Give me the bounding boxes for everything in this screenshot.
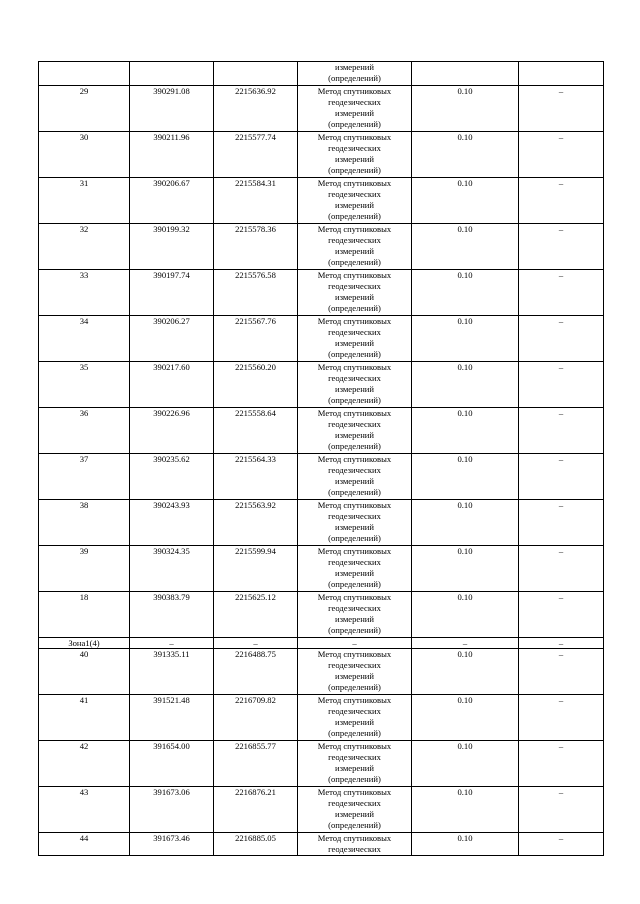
accuracy-cell: – bbox=[412, 637, 519, 648]
method-cell: – bbox=[298, 637, 412, 648]
point-number-cell: 33 bbox=[39, 269, 130, 315]
y-coordinate-cell: 2215625.12 bbox=[214, 591, 298, 637]
y-coordinate-cell: 2215567.76 bbox=[214, 315, 298, 361]
method-line: геодезических bbox=[328, 326, 381, 337]
x-coordinate-cell: – bbox=[130, 637, 214, 648]
y-coordinate-cell: 2216709.82 bbox=[214, 694, 298, 740]
table-row bbox=[39, 315, 604, 361]
table-row bbox=[39, 453, 604, 499]
note-cell: – bbox=[519, 361, 604, 407]
y-coordinate-cell: 2216488.75 bbox=[214, 648, 298, 694]
method-line: геодезических bbox=[328, 280, 381, 291]
method-line: Метод спутниковых bbox=[317, 694, 392, 705]
method-cell bbox=[298, 223, 412, 269]
y-coordinate-cell: 2216876.21 bbox=[214, 786, 298, 832]
method-cell bbox=[298, 131, 412, 177]
method-line: (определений) bbox=[328, 73, 381, 84]
method-line: геодезических bbox=[328, 418, 381, 429]
y-coordinate-cell: 2215599.94 bbox=[214, 545, 298, 591]
y-coordinate-cell: 2216855.77 bbox=[214, 740, 298, 786]
table-row bbox=[39, 85, 604, 131]
y-coordinate-cell: 2215576.58 bbox=[214, 269, 298, 315]
note-cell: – bbox=[519, 499, 604, 545]
method-line: измерений bbox=[334, 614, 375, 624]
x-coordinate-cell: 390217.60 bbox=[130, 361, 214, 407]
table-row bbox=[39, 832, 604, 856]
method-line: (определений) bbox=[328, 728, 381, 739]
point-number-cell: 37 bbox=[39, 453, 130, 499]
point-number-cell: 18 bbox=[39, 591, 130, 637]
x-coordinate-cell: 391673.46 bbox=[130, 832, 214, 856]
method-cell bbox=[298, 648, 412, 694]
method-line: Метод спутниковых bbox=[317, 177, 392, 188]
table-row-continuation bbox=[39, 62, 604, 86]
accuracy-cell: 0.10 bbox=[412, 648, 519, 694]
y-coordinate-cell: 2215563.92 bbox=[214, 499, 298, 545]
note-cell: – bbox=[519, 269, 604, 315]
method-line: Метод спутниковых bbox=[317, 740, 392, 751]
method-line: Метод спутниковых bbox=[317, 832, 392, 843]
method-line: Метод спутниковых bbox=[317, 361, 392, 372]
zone-label-cell: Зона1(4) bbox=[39, 637, 130, 648]
method-line: (определений) bbox=[328, 820, 381, 831]
y-coordinate-cell: 2215564.33 bbox=[214, 453, 298, 499]
point-number-cell: 42 bbox=[39, 740, 130, 786]
table-row bbox=[39, 361, 604, 407]
method-line: (определений) bbox=[328, 303, 381, 314]
method-line: (определений) bbox=[328, 774, 381, 785]
accuracy-cell: 0.10 bbox=[412, 223, 519, 269]
accuracy-cell: 0.10 bbox=[412, 85, 519, 131]
note-cell: – bbox=[519, 832, 604, 856]
accuracy-cell: 0.10 bbox=[412, 177, 519, 223]
accuracy-cell bbox=[412, 62, 519, 86]
method-line: Метод спутниковых bbox=[317, 85, 392, 96]
method-line: геодезических bbox=[328, 142, 381, 153]
point-number-cell: 39 bbox=[39, 545, 130, 591]
x-coordinate-cell: 390206.67 bbox=[130, 177, 214, 223]
point-number-cell: 43 bbox=[39, 786, 130, 832]
method-line: измерений bbox=[334, 200, 375, 210]
method-cell bbox=[298, 85, 412, 131]
document-page bbox=[38, 61, 603, 856]
y-coordinate-cell: 2215558.64 bbox=[214, 407, 298, 453]
method-cell bbox=[298, 499, 412, 545]
x-coordinate-cell: 391673.06 bbox=[130, 786, 214, 832]
x-coordinate-cell: 390211.96 bbox=[130, 131, 214, 177]
method-line: геодезических bbox=[328, 705, 381, 716]
note-cell: – bbox=[519, 591, 604, 637]
coordinates-table bbox=[38, 61, 604, 856]
method-line: геодезических bbox=[328, 188, 381, 199]
method-line: (определений) bbox=[328, 533, 381, 544]
method-line: геодезических bbox=[328, 659, 381, 670]
zone-row bbox=[39, 637, 604, 648]
y-coordinate-cell: 2215584.31 bbox=[214, 177, 298, 223]
accuracy-cell: 0.10 bbox=[412, 545, 519, 591]
note-cell: – bbox=[519, 637, 604, 648]
method-line: измерений bbox=[334, 476, 375, 486]
method-line: измерений bbox=[334, 292, 375, 302]
note-cell: – bbox=[519, 694, 604, 740]
accuracy-cell: 0.10 bbox=[412, 315, 519, 361]
method-line: (определений) bbox=[328, 625, 381, 636]
method-line: геодезических bbox=[328, 510, 381, 521]
point-number-cell: 38 bbox=[39, 499, 130, 545]
method-cell bbox=[298, 786, 412, 832]
method-line: измерений bbox=[334, 763, 375, 773]
method-line: (определений) bbox=[328, 119, 381, 130]
method-line: измерений bbox=[334, 430, 375, 440]
method-cell bbox=[298, 407, 412, 453]
point-number-cell: 35 bbox=[39, 361, 130, 407]
y-coordinate-cell: – bbox=[214, 637, 298, 648]
method-line: геодезических bbox=[328, 751, 381, 762]
accuracy-cell: 0.10 bbox=[412, 591, 519, 637]
method-cell bbox=[298, 694, 412, 740]
note-cell: – bbox=[519, 545, 604, 591]
point-number-cell: 41 bbox=[39, 694, 130, 740]
x-coordinate-cell: 390383.79 bbox=[130, 591, 214, 637]
table-row bbox=[39, 786, 604, 832]
note-cell: – bbox=[519, 740, 604, 786]
table-row bbox=[39, 499, 604, 545]
x-coordinate-cell: 390197.74 bbox=[130, 269, 214, 315]
method-cell bbox=[298, 545, 412, 591]
x-coordinate-cell: 390226.96 bbox=[130, 407, 214, 453]
x-coordinate-cell: 390291.08 bbox=[130, 85, 214, 131]
note-cell bbox=[519, 62, 604, 86]
point-number-cell: 40 bbox=[39, 648, 130, 694]
method-line: (определений) bbox=[328, 349, 381, 360]
method-line: (определений) bbox=[328, 165, 381, 176]
method-line: измерений bbox=[334, 717, 375, 727]
method-cell bbox=[298, 361, 412, 407]
method-line: Метод спутниковых bbox=[317, 591, 392, 602]
accuracy-cell: 0.10 bbox=[412, 499, 519, 545]
x-coordinate-cell: 391521.48 bbox=[130, 694, 214, 740]
note-cell: – bbox=[519, 648, 604, 694]
method-cell bbox=[298, 453, 412, 499]
method-line: (определений) bbox=[328, 211, 381, 222]
y-coordinate-cell: 2215578.36 bbox=[214, 223, 298, 269]
table-row bbox=[39, 269, 604, 315]
method-line: Метод спутниковых bbox=[317, 407, 392, 418]
note-cell: – bbox=[519, 453, 604, 499]
method-cell bbox=[298, 315, 412, 361]
x-coordinate-cell: 390235.62 bbox=[130, 453, 214, 499]
point-number-cell: 32 bbox=[39, 223, 130, 269]
method-line: измерений bbox=[334, 522, 375, 532]
table-row bbox=[39, 177, 604, 223]
method-line: (определений) bbox=[328, 487, 381, 498]
method-line: Метод спутниковых bbox=[317, 315, 392, 326]
point-number-cell: 36 bbox=[39, 407, 130, 453]
point-number-cell: 44 bbox=[39, 832, 130, 856]
method-line: (определений) bbox=[328, 579, 381, 590]
table-row bbox=[39, 740, 604, 786]
accuracy-cell: 0.10 bbox=[412, 453, 519, 499]
method-line: геодезических bbox=[328, 797, 381, 808]
method-line: измерений bbox=[334, 384, 375, 394]
method-line: (определений) bbox=[328, 395, 381, 406]
method-line: измерений bbox=[334, 338, 375, 348]
table-row bbox=[39, 223, 604, 269]
method-cell bbox=[298, 591, 412, 637]
accuracy-cell: 0.10 bbox=[412, 131, 519, 177]
method-line: геодезических bbox=[328, 372, 381, 383]
method-line: измерений bbox=[334, 62, 375, 72]
method-line: измерений bbox=[334, 246, 375, 256]
y-coordinate-cell: 2216885.05 bbox=[214, 832, 298, 856]
method-line: Метод спутниковых bbox=[317, 648, 392, 659]
method-line: (определений) bbox=[328, 257, 381, 268]
note-cell: – bbox=[519, 315, 604, 361]
method-line: измерений bbox=[334, 671, 375, 681]
method-cell bbox=[298, 62, 412, 86]
method-line: геодезических bbox=[328, 602, 381, 613]
note-cell: – bbox=[519, 407, 604, 453]
method-line: Метод спутниковых bbox=[317, 269, 392, 280]
note-cell: – bbox=[519, 85, 604, 131]
method-line: геодезических bbox=[328, 464, 381, 475]
table-row bbox=[39, 591, 604, 637]
point-number-cell: 31 bbox=[39, 177, 130, 223]
method-line: Метод спутниковых bbox=[317, 499, 392, 510]
x-coordinate-cell: 391335.11 bbox=[130, 648, 214, 694]
method-line: (определений) bbox=[328, 441, 381, 452]
y-coordinate-cell: 2215636.92 bbox=[214, 85, 298, 131]
point-number-cell bbox=[39, 62, 130, 86]
x-coordinate-cell: 391654.00 bbox=[130, 740, 214, 786]
y-coordinate-cell: 2215577.74 bbox=[214, 131, 298, 177]
method-cell bbox=[298, 177, 412, 223]
method-line: (определений) bbox=[328, 682, 381, 693]
method-line: измерений bbox=[334, 108, 375, 118]
accuracy-cell: 0.10 bbox=[412, 740, 519, 786]
method-line: измерений bbox=[334, 568, 375, 578]
point-number-cell: 34 bbox=[39, 315, 130, 361]
method-line: Метод спутниковых bbox=[317, 131, 392, 142]
table-row bbox=[39, 694, 604, 740]
method-line: геодезических bbox=[328, 843, 381, 854]
method-line: геодезических bbox=[328, 96, 381, 107]
accuracy-cell: 0.10 bbox=[412, 786, 519, 832]
accuracy-cell: 0.10 bbox=[412, 269, 519, 315]
table-row bbox=[39, 648, 604, 694]
method-line: геодезических bbox=[328, 556, 381, 567]
accuracy-cell: 0.10 bbox=[412, 361, 519, 407]
table-row bbox=[39, 407, 604, 453]
x-coordinate-cell: 390243.93 bbox=[130, 499, 214, 545]
note-cell: – bbox=[519, 223, 604, 269]
method-cell bbox=[298, 832, 412, 856]
x-coordinate-cell bbox=[130, 62, 214, 86]
note-cell: – bbox=[519, 131, 604, 177]
method-line: измерений bbox=[334, 154, 375, 164]
point-number-cell: 29 bbox=[39, 85, 130, 131]
method-line: геодезических bbox=[328, 234, 381, 245]
method-line: Метод спутниковых bbox=[317, 223, 392, 234]
method-line: Метод спутниковых bbox=[317, 453, 392, 464]
method-line: Метод спутниковых bbox=[317, 786, 392, 797]
method-cell bbox=[298, 740, 412, 786]
note-cell: – bbox=[519, 786, 604, 832]
table-row bbox=[39, 545, 604, 591]
accuracy-cell: 0.10 bbox=[412, 832, 519, 856]
table-row bbox=[39, 131, 604, 177]
method-line: Метод спутниковых bbox=[317, 545, 392, 556]
accuracy-cell: 0.10 bbox=[412, 694, 519, 740]
point-number-cell: 30 bbox=[39, 131, 130, 177]
accuracy-cell: 0.10 bbox=[412, 407, 519, 453]
method-cell bbox=[298, 269, 412, 315]
y-coordinate-cell bbox=[214, 62, 298, 86]
x-coordinate-cell: 390206.27 bbox=[130, 315, 214, 361]
note-cell: – bbox=[519, 177, 604, 223]
y-coordinate-cell: 2215560.20 bbox=[214, 361, 298, 407]
coordinates-table-body bbox=[39, 62, 604, 856]
method-line: измерений bbox=[334, 809, 375, 819]
x-coordinate-cell: 390199.32 bbox=[130, 223, 214, 269]
x-coordinate-cell: 390324.35 bbox=[130, 545, 214, 591]
